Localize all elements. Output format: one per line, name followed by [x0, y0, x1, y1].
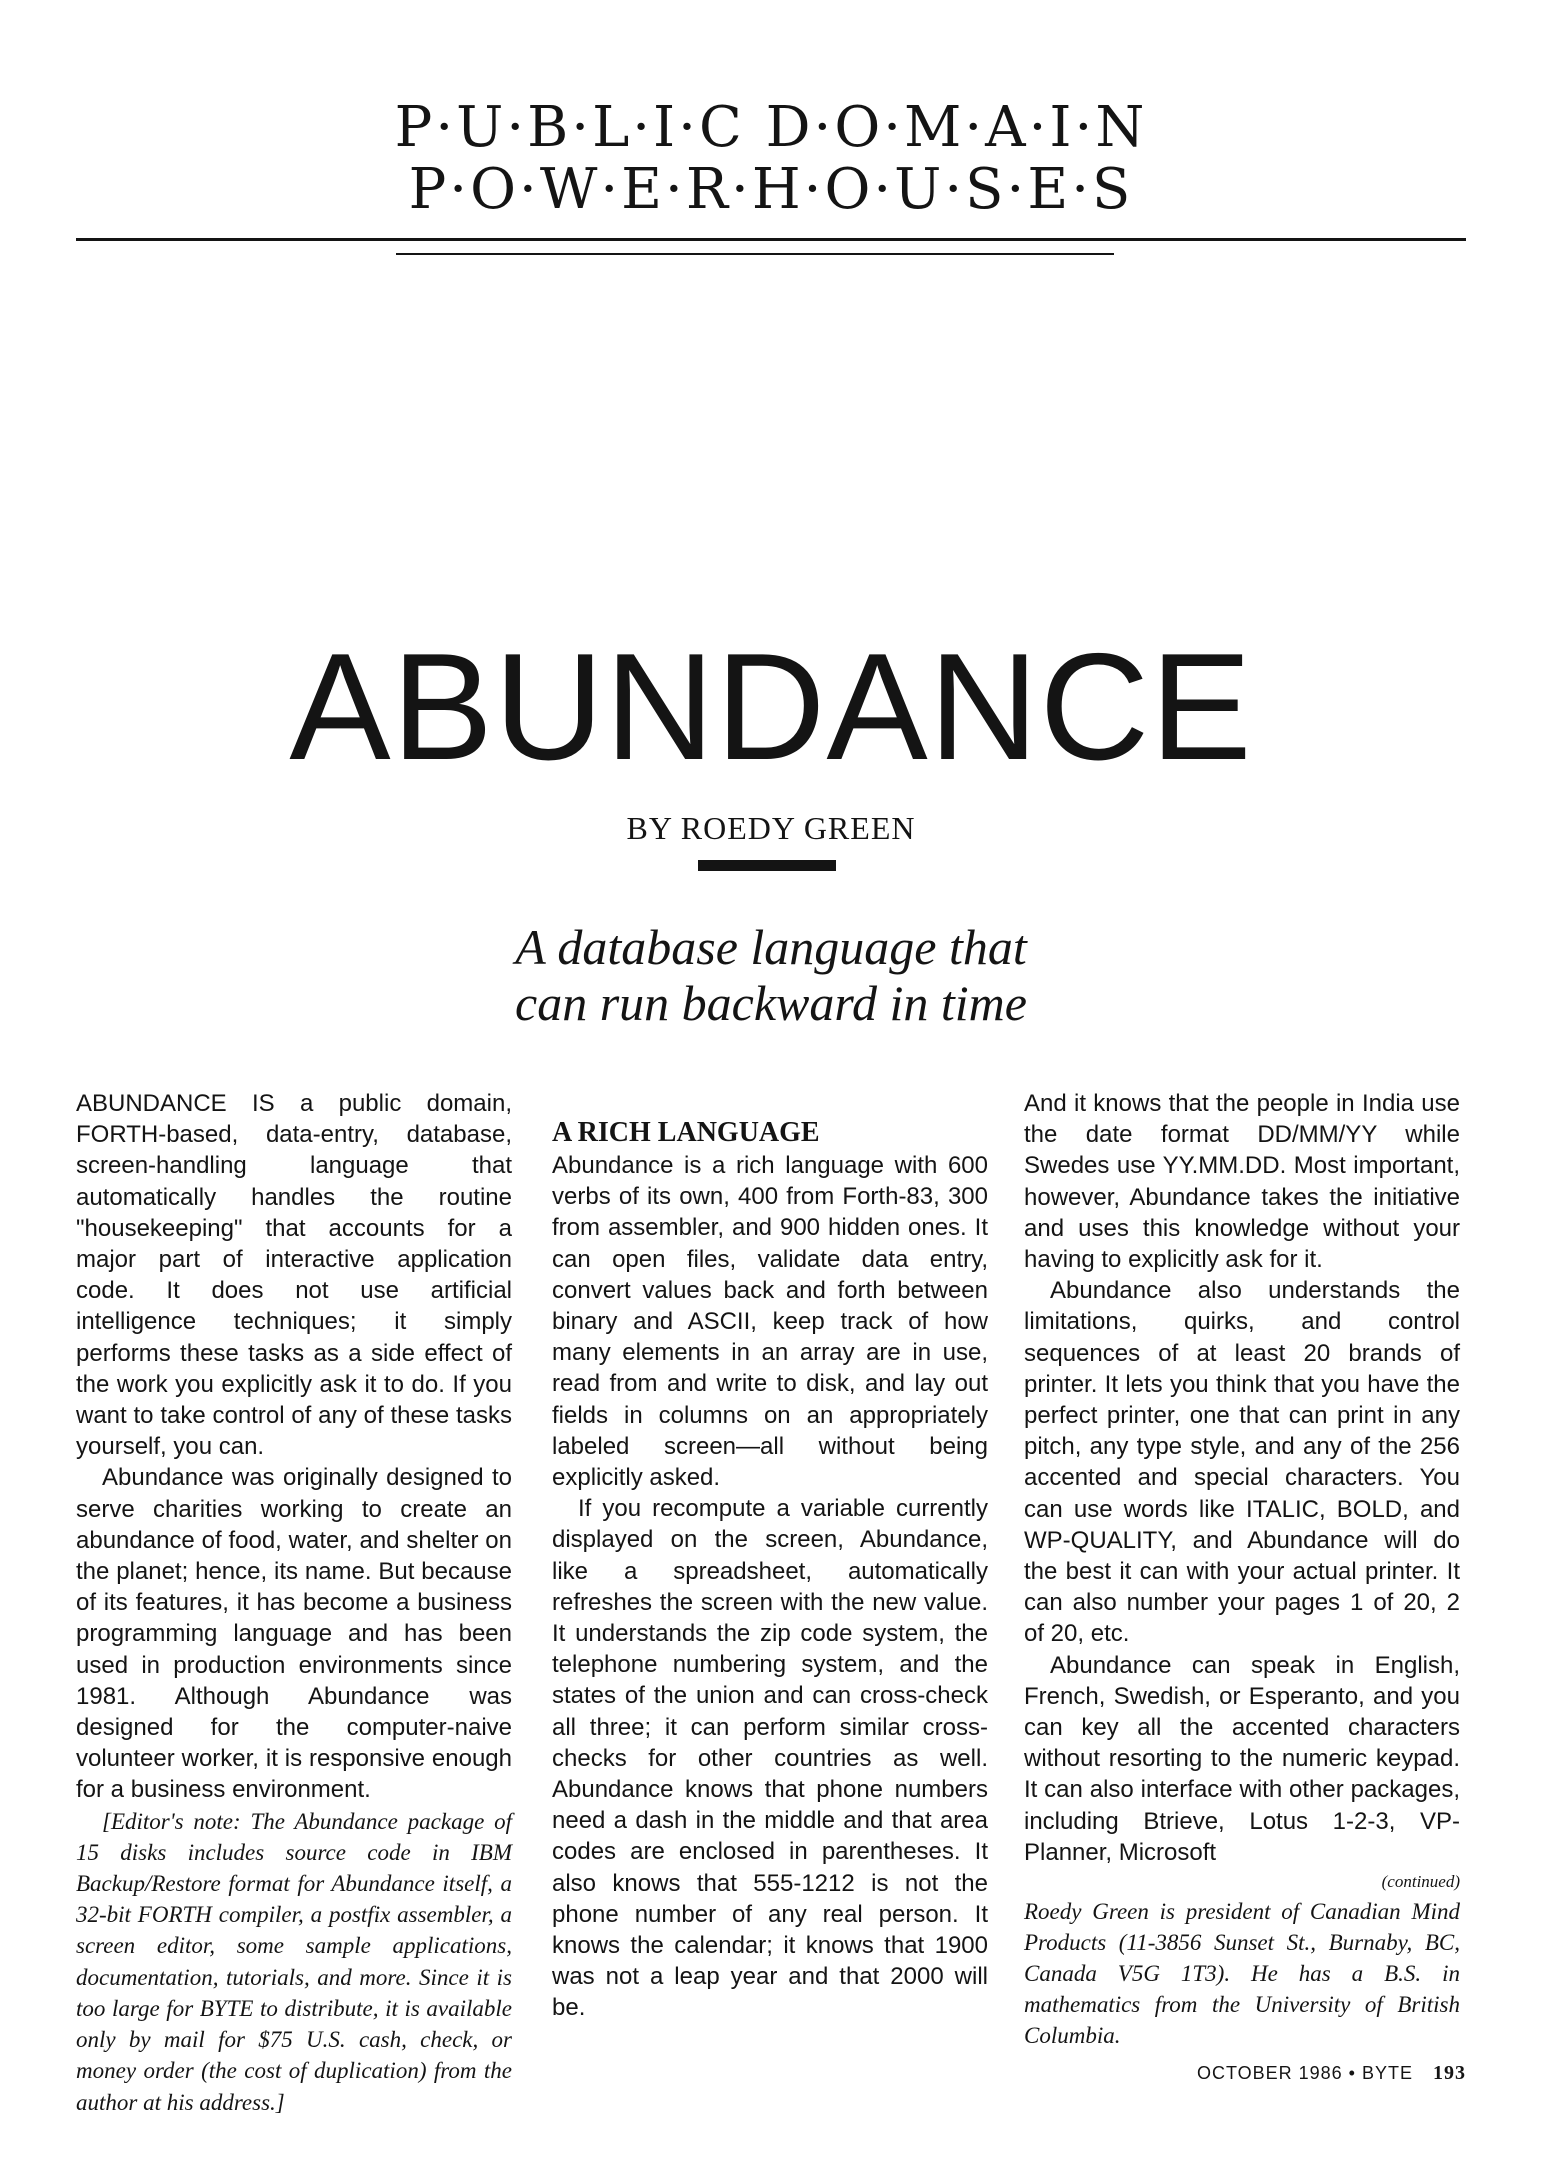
series-title-line1: P·U·B·L·I·C D·O·M·A·I·N: [394, 95, 1148, 160]
editor-note: [Editor's note: The Abundance package of 15 disks includes source code in IBM Backup/Restore format for Abundance itself, a 32-bit FORTH compiler, a postfix assembler, a screen editor, some sample applications, documentation, tutorials, and more. Since it is too large for BYTE to distribute, it is available only by mail for $75 U.S. cash, check, or money order (the cost of duplication) from the author at his address.]: [76, 1808, 512, 2115]
series-title-line2: P·O·W·E·R·H·O·U·S·E·S: [408, 157, 1134, 222]
byline: BY ROEDY GREEN: [626, 810, 916, 846]
paragraph: ABUNDANCE IS a public domain, FORTH-based, data-entry, database, screen-handling language that automatically handles the routine "housekeeping" that accounts for a major part of interactive application code. It does not use artificial intelligence techniques; it simply performs these tasks as a side effect of the work you explicitly ask it to do. If you want to take control of any of these tasks yourself, you can.: [76, 1090, 512, 1461]
paragraph: Abundance also understands the limitations, quirks, and control sequences of at least 20 brands of printer. It lets you think that you have the perfect printer, one that can print in any pitch, any type style, and any of the 256 accented and special characters. You can use words like ITALIC, BOLD, and WP-QUALITY, and Abundance will do the best it can with your actual printer. It can also number your pages 1 of 20, 2 of 20, etc.: [1024, 1277, 1460, 1648]
page-number: 193: [1433, 2062, 1466, 2084]
column-2: [552, 1088, 988, 2024]
deck-line1: A database language that: [515, 919, 1027, 975]
section-heading: A RICH LANGUAGE: [552, 1117, 820, 1148]
continued-label: (continued): [1381, 1872, 1460, 1892]
page-footer: [1197, 2062, 1466, 2085]
issue-label: OCTOBER 1986 • BYTE: [1196, 2063, 1413, 2083]
paragraph: Abundance is a rich language with 600 verbs of its own, 400 from Forth-83, 300 from assembler, and 900 hidden ones. It can open files, validate data entry, convert values back and forth between binary and ASCII, keep track of how many elements in an array are in use, read from and write to disk, and lay out fields in columns on an appropriately labeled screen—all without being explicitly asked.: [552, 1152, 988, 1492]
paragraph: And it knows that the people in India use the date format DD/MM/YY while Swedes use YY.MM.DD. Most important, however, Abundance takes the initiative and uses this knowledge without your having to explicitly ask for it.: [1024, 1090, 1460, 1274]
paragraph: Abundance can speak in English, French, Swedish, or Esperanto, and you can key all the accented characters without resorting to the numeric keypad. It can also interface with other packages, including Btrieve, Lotus 1-2-3, VP-Planner, Microsoft: [1024, 1651, 1460, 1866]
deck-line2: can run backward in time: [515, 975, 1027, 1031]
paragraph: If you recompute a variable currently displayed on the screen, Abundance, like a spreadsheet, automatically refreshes the screen with the new value. It understands the zip code system, the telephone numbering system, and the states of the union and can cross-check all three; it can perform similar cross-checks for other countries as well. Abundance knows that phone numbers need a dash in the middle and that area codes are enclosed in parentheses. It also knows that 555-1212 is not the phone number of any real person. It knows the calendar; it knows that 1900 was not a leap year and that 2000 will be.: [552, 1495, 988, 2022]
header-rule: [76, 238, 1466, 241]
article-title: ABUNDANCE: [289, 622, 1253, 792]
byline-bar: [698, 860, 836, 871]
author-bio: Roedy Green is president of Canadian Mind Products (11-3856 Sunset St., Burnaby, BC, Canada V5G 1T3). He has a B.S. in mathematics from the University of British Columbia.: [1024, 1899, 1460, 2049]
header-subrule: [396, 253, 1114, 255]
paragraph: Abundance was originally designed to serve charities working to create an abundance of food, water, and shelter on the planet; hence, its name. But because of its features, it has become a business programming language and has been used in production environments since 1981. Although Abundance was designed for the computer-naive volunteer worker, it is responsive enough for a business environment.: [76, 1464, 512, 1804]
column-1: [76, 1088, 512, 2118]
column-3: [1024, 1088, 1460, 2051]
